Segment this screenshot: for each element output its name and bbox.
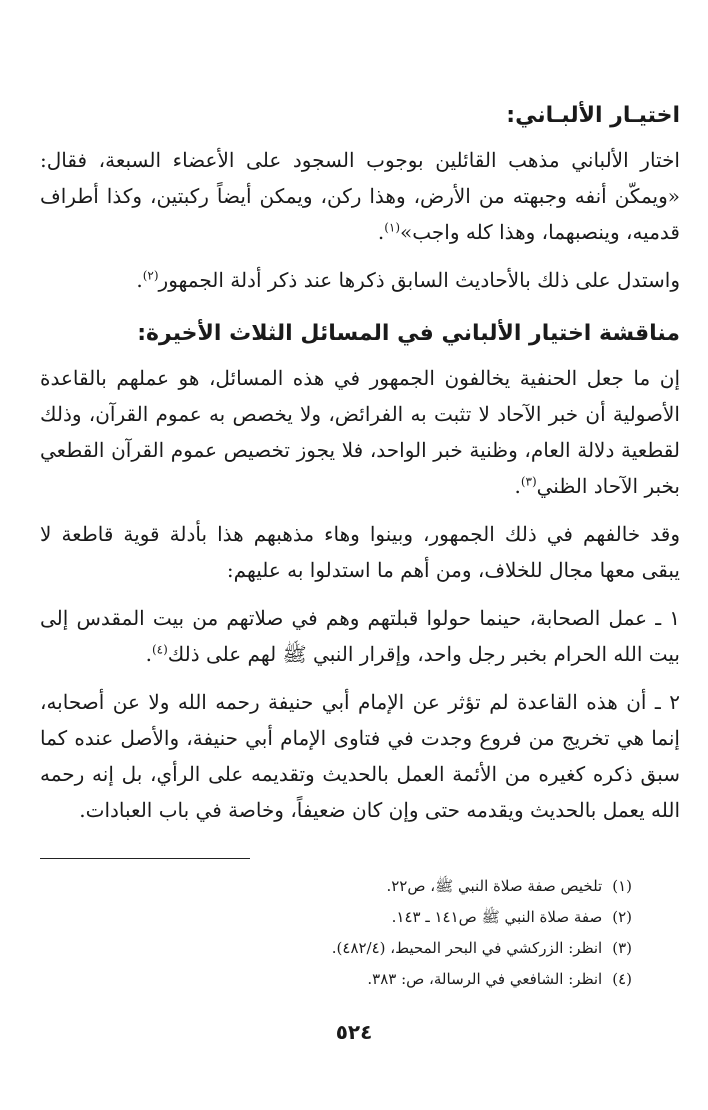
footnote-text: انظر: الزركشي في البحر المحيط، (٤٨٢/٤). (331, 939, 603, 957)
paragraph (40, 262, 680, 298)
page-body (40, 80, 680, 995)
footnote-divider (40, 858, 250, 859)
paragraph (40, 516, 680, 588)
paragraph (40, 600, 680, 672)
footnote-number: (٣) (612, 939, 632, 957)
paragraph (40, 684, 680, 828)
paragraph-tail: . (145, 642, 152, 666)
footnote-item (40, 902, 680, 933)
footnote-text: انظر: الشافعي في الرسالة، ص: ٣٨٣. (367, 970, 603, 988)
paragraph (40, 360, 680, 504)
footnote-text: صفة صلاة النبي ﷺ ص١٤١ ـ ١٤٣. (391, 908, 603, 926)
footnote-number: (٤) (612, 970, 632, 988)
section-albani-choice (40, 98, 680, 298)
footnote-item (40, 871, 680, 902)
footnote-ref[interactable]: (٢) (142, 268, 159, 283)
footnote-text: تلخيص صفة صلاة النبي ﷺ، ص٢٢. (386, 877, 603, 895)
section-heading: اختيـار الألبـاني: (506, 103, 680, 128)
footnote-number: (٢) (612, 908, 632, 926)
footnote-number: (١) (612, 877, 632, 895)
footnote-item (40, 933, 680, 964)
paragraph-text: واستدل على ذلك بالأحاديث السابق ذكرها عند ذكر أدلة الجمهور (158, 268, 680, 292)
footnote-ref[interactable]: (٤) (151, 642, 168, 657)
paragraph-tail: . (377, 220, 385, 244)
footnote-ref[interactable]: (١) (384, 220, 401, 235)
footnote-item (40, 964, 680, 995)
paragraph-tail: . (514, 474, 521, 498)
section-heading: مناقشة اختيار الألباني في المسائل الثلاث الأخيرة: (137, 321, 680, 346)
footnote-ref[interactable]: (٣) (520, 474, 537, 489)
paragraph (40, 142, 680, 250)
paragraph-text: ٢ ـ أن هذه القاعدة لم تؤثر عن الإمام أبي حنيفة رحمه الله ولا عن أصحابه، إنما هي تخريج من فروع وجدت في فتاوى الإمام أبي حنيفة، والأصل عنده كما سبق ذكره كغيره من الأئمة العمل بالحديث وتقديمه على الرأي، بل إنه رحمه الله يعمل بالحديث ويقدمه حتى وإن كان ضعيفاً، وخاصة في باب العبادات. (40, 690, 680, 822)
page-number: ٥٢٤ (335, 1020, 373, 1044)
paragraph-text: وقد خالفهم في ذلك الجمهور، وبينوا وهاء مذهبهم هذا بأدلة قوية قاطعة لا يبقى معها مجال للخلاف، ومن أهم ما استدلوا به عليهم: (40, 522, 680, 582)
paragraph-text: إن ما جعل الحنفية يخالفون الجمهور في هذه المسائل، هو عملهم بالقاعدة الأصولية أن خبر الآحاد لا تثبت به الفرائض، ولا يخصص به عموم القرآن، وذلك لقطعية دلالة العام، وظنية خبر الواحد، فلا يجوز تخصيص عموم القرآن القطعي بخبر الآحاد الظني (40, 366, 680, 498)
paragraph-text: ١ ـ عمل الصحابة، حينما حولوا قبلتهم وهم في صلاتهم من بيت المقدس إلى بيت الله الحرام بخبر رجل واحد، وإقرار النبي ﷺ لهم على ذلك (40, 606, 681, 666)
paragraph-tail: . (136, 268, 143, 292)
footnotes-list (40, 871, 680, 995)
section-discussion (40, 316, 680, 828)
paragraph-text: اختار الألباني مذهب القائلين بوجوب السجود على الأعضاء السبعة، فقال: «ويمكّن أنفه وجبهته من الأرض، وهذا ركن، ويمكن أيضاً ركبتين، وكذا أطراف قدميه، وينصبهما، وهذا كله واجب» (40, 148, 680, 244)
